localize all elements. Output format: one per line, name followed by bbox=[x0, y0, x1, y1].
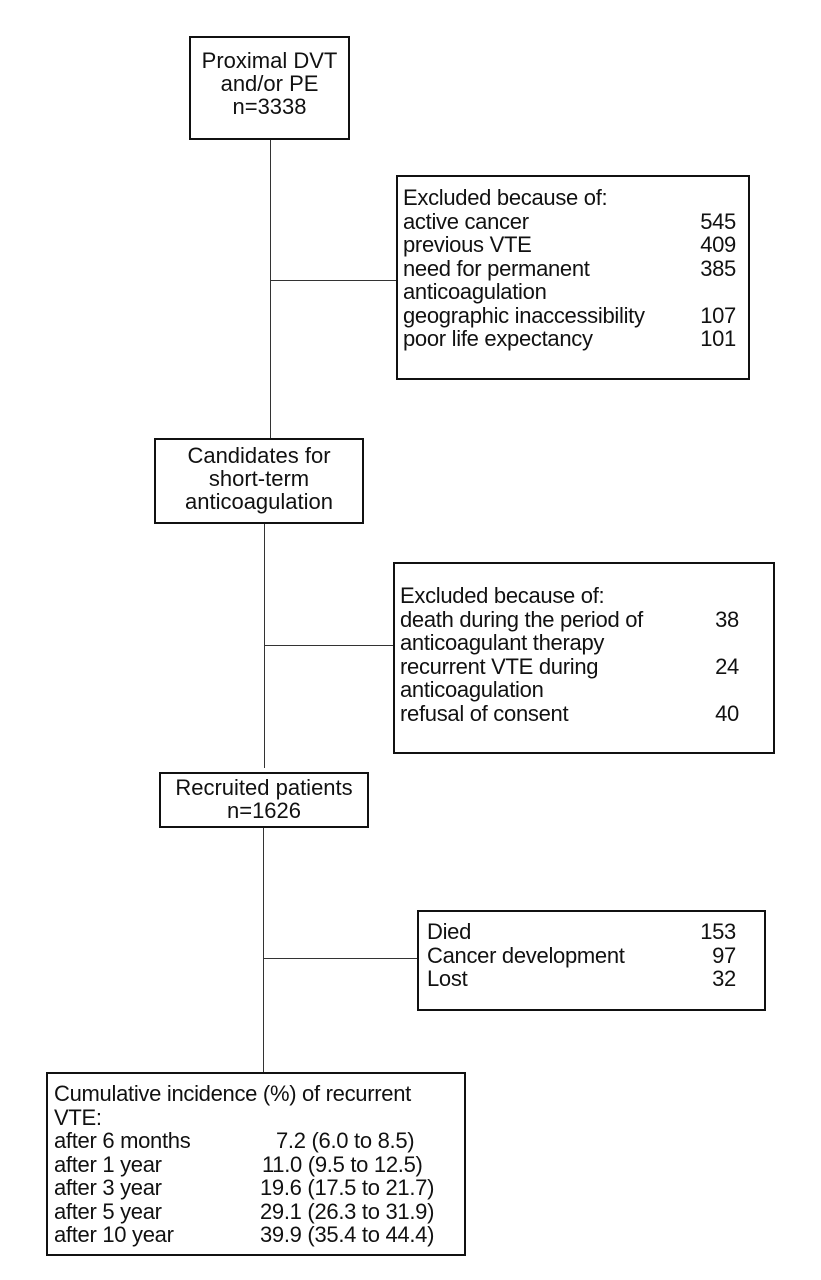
exclusion-2-row: refusal of consent 40 bbox=[400, 700, 739, 726]
connector-branch-3 bbox=[263, 958, 418, 959]
box1-line-2: and/or PE bbox=[220, 71, 319, 96]
exclusion-2-row: anticoagulant therapy bbox=[400, 630, 605, 655]
box1-line-3: n=3338 bbox=[232, 94, 307, 119]
exclusion-1-header: Excluded because of: bbox=[403, 185, 608, 210]
cumulative-row: after 6 months 7.2 (6.0 to 8.5) bbox=[54, 1128, 415, 1153]
box-recruited bbox=[159, 772, 369, 828]
connector-main-1 bbox=[270, 140, 271, 438]
exclusion-2-row: recurrent VTE during 24 bbox=[400, 653, 739, 679]
connector-branch-2 bbox=[264, 645, 394, 646]
exclusion-1-row: need for permanent 385 bbox=[403, 255, 736, 281]
box2-line-1: Candidates for bbox=[187, 443, 331, 468]
exclusion-2-row: death during the period of 38 bbox=[400, 606, 739, 632]
cumulative-title: Cumulative incidence (%) of recurrent bbox=[54, 1081, 411, 1106]
exclusion-1-row: geographic inaccessibility 107 bbox=[403, 302, 736, 328]
exclusion-1-row: previous VTE 409 bbox=[403, 232, 736, 257]
box-proximal-dvt bbox=[189, 36, 350, 140]
cumulative-incidence-box bbox=[46, 1072, 466, 1256]
exclusion-box-2 bbox=[393, 562, 775, 754]
cumulative-row: after 10 year 39.9 (35.4 to 44.4) bbox=[54, 1222, 435, 1247]
connector-main-2 bbox=[264, 524, 265, 768]
exclusion-box-3 bbox=[417, 910, 766, 1011]
box3-line-2: n=1626 bbox=[226, 798, 302, 823]
cumulative-row: after 1 year 11.0 (9.5 to 12.5) bbox=[54, 1151, 423, 1177]
exclusion-3-row: Died 153 bbox=[427, 919, 736, 944]
exclusion-1-row: poor life expectancy 101 bbox=[403, 326, 736, 351]
exclusion-1-row: anticoagulation bbox=[403, 279, 547, 304]
cumulative-title-2: VTE: bbox=[54, 1104, 102, 1130]
box-candidates bbox=[154, 438, 364, 524]
exclusion-1-row: active cancer 545 bbox=[403, 208, 736, 234]
connector-main-3 bbox=[263, 828, 264, 1072]
box2-line-2: short-term bbox=[208, 466, 310, 491]
exclusion-3-row: Lost 32 bbox=[427, 966, 736, 991]
box3-line-1: Recruited patients bbox=[175, 775, 353, 800]
box1-line-1: Proximal DVT bbox=[201, 48, 338, 73]
connector-branch-1 bbox=[270, 280, 397, 281]
exclusion-2-row: anticoagulation bbox=[400, 677, 544, 702]
exclusion-2-header: Excluded because of: bbox=[400, 583, 605, 608]
cumulative-row: after 3 year 19.6 (17.5 to 21.7) bbox=[54, 1175, 435, 1200]
cumulative-row: after 5 year 29.1 (26.3 to 31.9) bbox=[54, 1198, 435, 1224]
box2-line-3: anticoagulation bbox=[184, 489, 333, 514]
exclusion-box-1 bbox=[396, 175, 750, 380]
exclusion-3-row: Cancer development 97 bbox=[427, 942, 736, 968]
